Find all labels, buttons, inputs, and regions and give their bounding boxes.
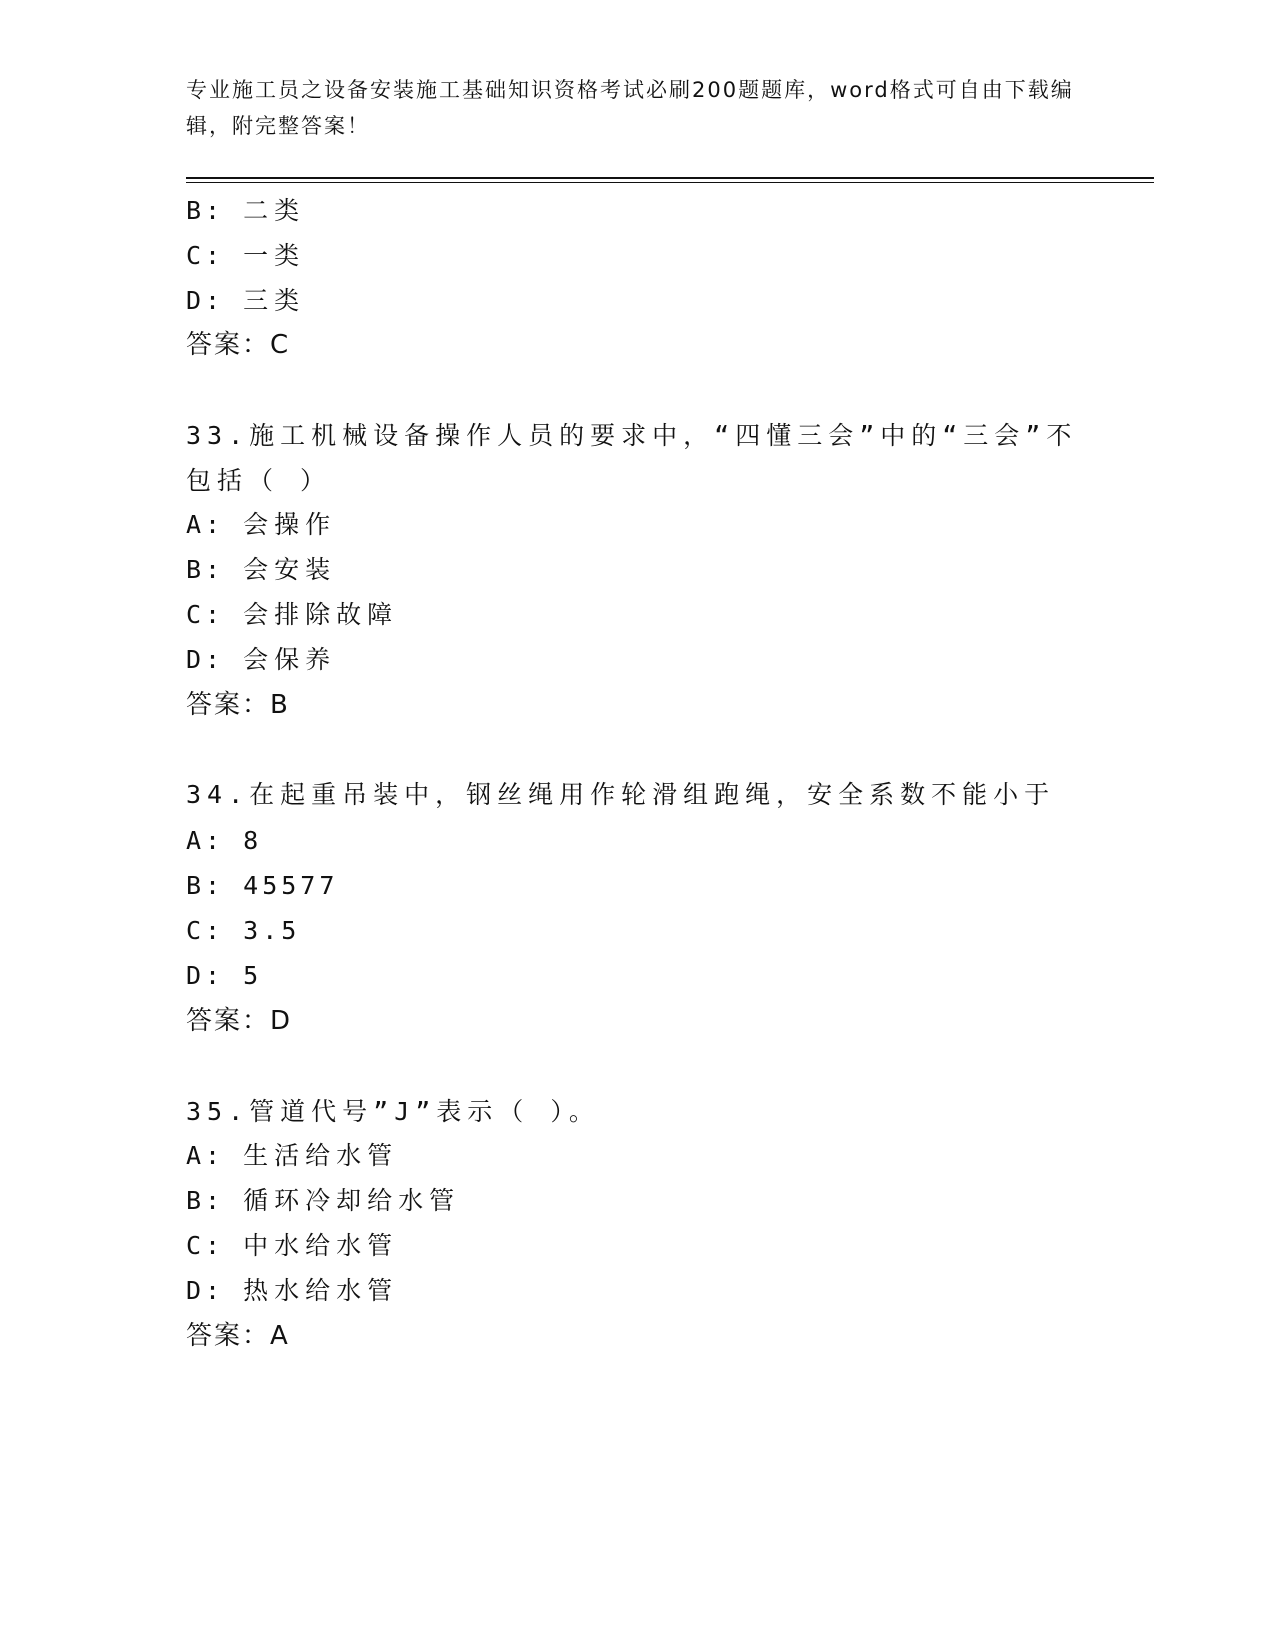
q33-option-b: B: 会安装 [186,555,337,584]
q34-option-d: D: 5 [186,961,263,990]
q33-option-d: D: 会保养 [186,645,337,674]
q34-answer: 答案：D [186,1006,293,1036]
prev-option-c: C: 一类 [186,241,306,270]
q34-option-b: B: 45577 [186,871,339,900]
q35-option-d: D: 热水给水管 [186,1276,399,1305]
header-rule-thin [186,182,1154,183]
q33-option-c: C: 会排除故障 [186,600,399,629]
q33-option-a: A: 会操作 [186,510,337,539]
prev-option-b: B: 二类 [186,196,306,225]
document-header: 专业施工员之设备安装施工基础知识资格考试必刷200题题库，word格式可自由下载编辑，附完整答案！ [186,78,1074,138]
q35-option-a: A: 生活给水管 [186,1141,399,1170]
q33-stem: 33.施工机械设备操作人员的要求中，“四懂三会”中的“三会”不包括（ ） [186,421,1078,495]
prev-option-d: D: 三类 [186,286,306,315]
q35-option-b: B: 循环冷却给水管 [186,1186,461,1215]
q35-answer: 答案：A [186,1321,290,1351]
header-rule-thick [186,177,1154,179]
q34-option-a: A: 8 [186,826,263,855]
q35-stem: 35.管道代号”J”表示（ ）。 [186,1097,600,1126]
prev-answer: 答案：C [186,330,291,360]
q34-stem: 34.在起重吊装中，钢丝绳用作轮滑组跑绳，安全系数不能小于 [186,780,1056,809]
q35-option-c: C: 中水给水管 [186,1231,399,1260]
q34-option-c: C: 3.5 [186,916,301,945]
q33-answer: 答案：B [186,690,290,720]
